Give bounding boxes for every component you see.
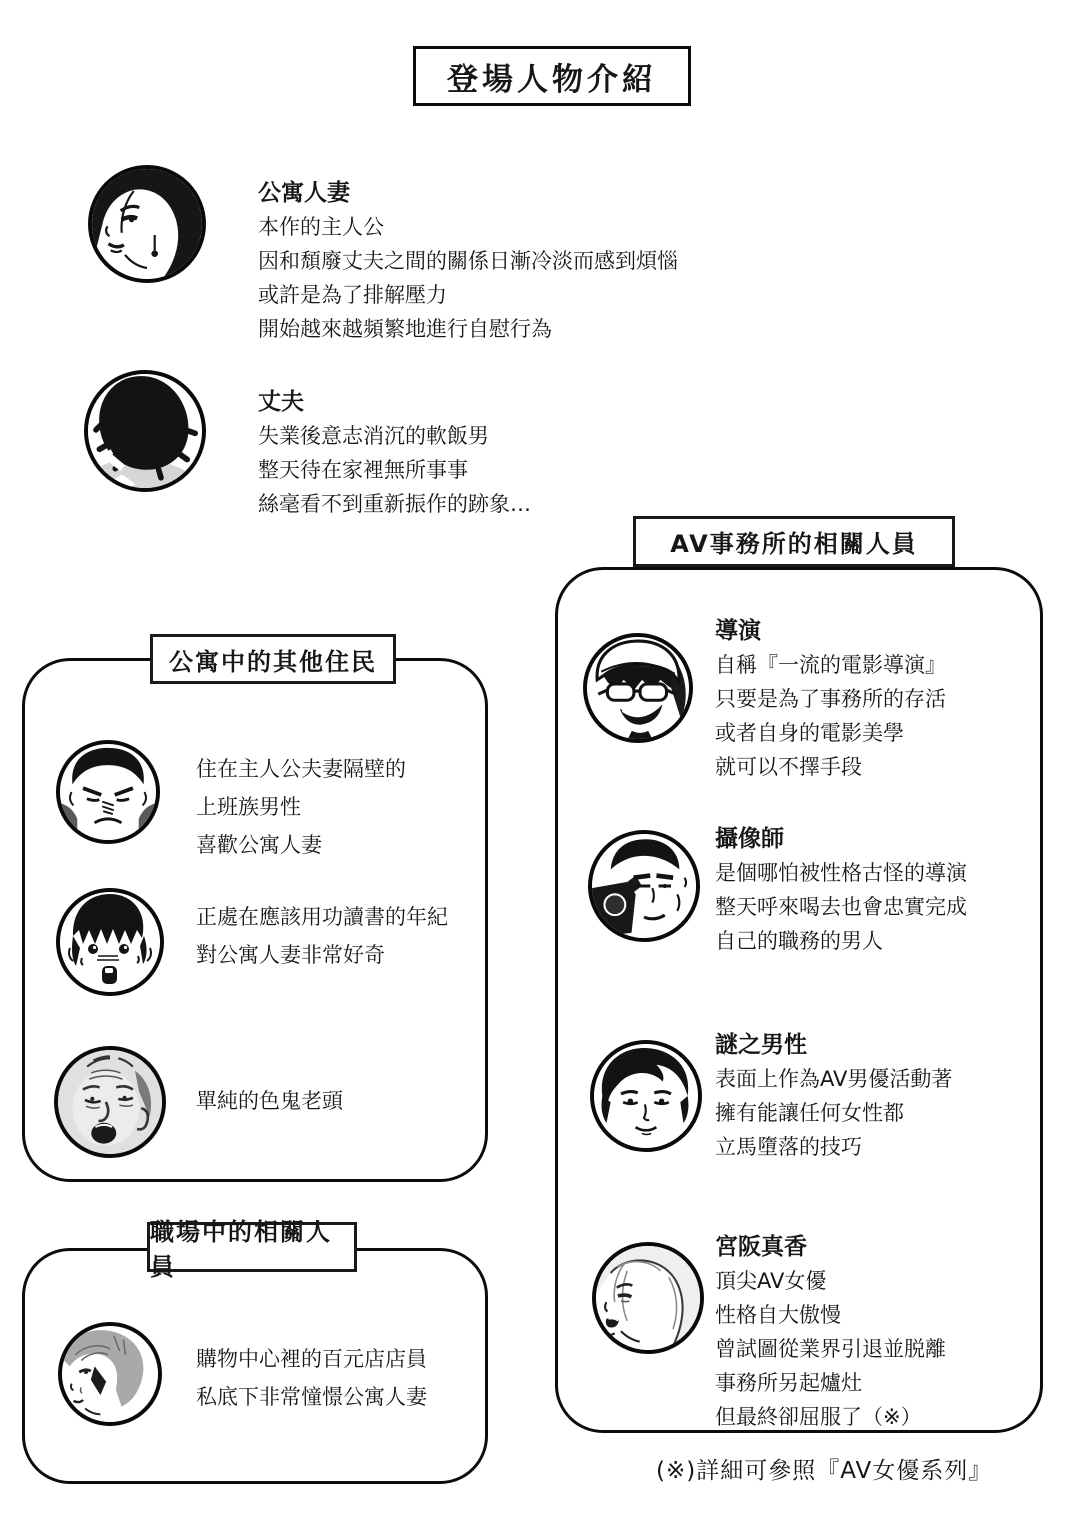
clerk-avatar — [58, 1322, 162, 1426]
character-desc-line: 自己的職務的男人 — [715, 929, 883, 953]
character-desc-line: 就可以不擇手段 — [715, 755, 862, 779]
wife-entry — [258, 176, 678, 346]
group-label: 公寓中的其他住民 — [169, 647, 377, 676]
character-name: 攝像師 — [715, 826, 784, 852]
character-desc-line: 本作的主人公 — [258, 215, 384, 239]
old-man-avatar — [54, 1046, 166, 1158]
character-desc-line: 絲毫看不到重新振作的跡象… — [258, 492, 531, 516]
character-name: 丈夫 — [258, 389, 304, 415]
character-desc-line: 單純的色鬼老頭 — [196, 1089, 343, 1113]
cameraman-avatar — [588, 830, 700, 942]
mystery-man-avatar — [590, 1040, 702, 1152]
character-desc-line: 或許是為了排解壓力 — [258, 283, 447, 307]
character-desc-line: 整天待在家裡無所事事 — [258, 458, 468, 482]
apartment-residents-label-box — [150, 634, 396, 684]
character-desc-line: 私底下非常憧憬公寓人妻 — [196, 1385, 427, 1409]
footnote: (※)詳細可參照『AV女優系列』 — [656, 1458, 993, 1484]
character-name: 宮阪真香 — [715, 1234, 807, 1260]
character-desc-line: 正處在應該用功讀書的年紀 — [196, 905, 448, 929]
student-avatar — [56, 888, 164, 996]
character-name: 謎之男性 — [715, 1032, 807, 1058]
character-desc-line: 購物中心裡的百元店店員 — [196, 1347, 427, 1371]
old-man-entry — [196, 1082, 343, 1120]
character-desc-line: 頂尖AV女優 — [715, 1269, 827, 1293]
character-desc-line: 喜歡公寓人妻 — [196, 833, 322, 857]
character-desc-line: 擁有能讓任何女性都 — [715, 1101, 904, 1125]
mystery-man-entry — [715, 1028, 952, 1164]
character-desc-line: 開始越來越頻繁地進行自慰行為 — [258, 317, 552, 341]
character-desc-line: 住在主人公夫妻隔壁的 — [196, 757, 406, 781]
character-desc-line: 但最終卻屈服了（※） — [715, 1405, 922, 1429]
director-avatar — [583, 633, 693, 743]
clerk-entry — [196, 1340, 427, 1416]
group-label: 職場中的相關人員 — [150, 1218, 332, 1281]
character-desc-line: 曾試圖從業界引退並脱離 — [715, 1337, 946, 1361]
character-desc-line: 自稱『一流的電影導演』 — [715, 653, 946, 677]
character-name: 導演 — [715, 618, 761, 644]
character-desc-line: 性格自大傲慢 — [715, 1303, 841, 1327]
cameraman-entry — [715, 822, 967, 958]
group-label: AV事務所的相關人員 — [670, 530, 918, 558]
character-desc-line: 只要是為了事務所的存活 — [715, 687, 946, 711]
husband-entry — [258, 385, 531, 521]
student-entry — [196, 898, 448, 974]
workplace-label-box — [147, 1218, 357, 1281]
salaryman-avatar — [56, 740, 160, 844]
character-desc-line: 表面上作為AV男優活動著 — [715, 1067, 953, 1091]
character-desc-line: 失業後意志消沉的軟飯男 — [258, 424, 489, 448]
character-desc-line: 對公寓人妻非常好奇 — [196, 943, 385, 967]
av-office-label-box — [633, 516, 955, 567]
wife-avatar — [88, 165, 206, 283]
character-desc-line: 事務所另起爐灶 — [715, 1371, 862, 1395]
page-title: 登場人物介紹 — [447, 61, 657, 98]
character-name: 公寓人妻 — [258, 180, 350, 206]
character-desc-line: 上班族男性 — [196, 795, 301, 819]
maka-avatar — [592, 1242, 704, 1354]
director-entry — [715, 614, 946, 784]
character-desc-line: 整天呼來喝去也會忠實完成 — [715, 895, 967, 919]
character-desc-line: 因和頹廢丈夫之間的關係日漸冷淡而感到煩惱 — [258, 249, 678, 273]
maka-entry — [715, 1230, 946, 1434]
page-title-box — [413, 46, 691, 106]
character-desc-line: 立馬墮落的技巧 — [715, 1135, 862, 1159]
character-desc-line: 是個哪怕被性格古怪的導演 — [715, 861, 967, 885]
salaryman-entry — [196, 750, 406, 864]
character-desc-line: 或者自身的電影美學 — [715, 721, 904, 745]
husband-avatar — [84, 370, 206, 492]
